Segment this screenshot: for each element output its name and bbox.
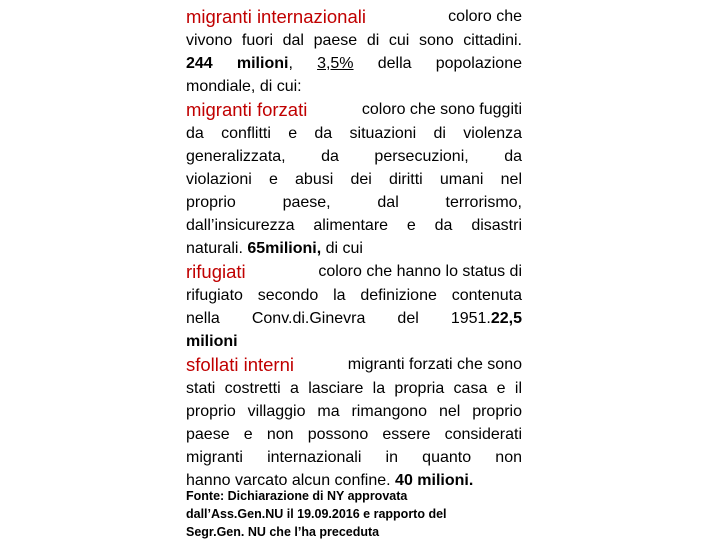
sec0-line0	[186, 6, 522, 28]
sec2-line2-text: nella Conv.di.Ginevra del 1951.	[186, 310, 491, 327]
source-line1: dall’Ass.Gen.NU il 19.09.2016 e rapporto del	[186, 507, 447, 521]
term-migranti-forzati: migranti forzati	[186, 99, 308, 120]
sec1-line6	[186, 238, 522, 260]
sec0-line2-sep: ,	[288, 55, 318, 72]
sec0-line2	[186, 53, 522, 75]
source-line2: Segr.Gen. NU che l’ha preceduta	[186, 525, 380, 539]
sec0-line1: vivono fuori dal paese di cui sono cittadini.	[186, 32, 522, 49]
stat-65-milioni: 65milioni,	[247, 240, 322, 257]
sec1-line4: proprio paese, dal terrorismo,	[186, 194, 522, 211]
stat-40-milioni: 40 milioni.	[395, 472, 474, 489]
sec2-line2	[186, 308, 522, 330]
stat-22-5: 22,5	[490, 310, 522, 327]
sec3-line1: stati costretti a lasciare la propria casa e il	[186, 380, 522, 397]
sec3-line5-text: hanno varcato alcun confine.	[186, 472, 391, 489]
sec2-line3	[186, 331, 522, 353]
sec0-line2-text: della popolazione	[353, 55, 522, 72]
sec1-line0	[186, 99, 522, 121]
stat-milioni: milioni	[186, 333, 238, 350]
sec3-line3: paese e non possono essere considerati	[186, 426, 522, 443]
sec1-line2: generalizzata, da persecuzioni, da	[186, 148, 522, 165]
sec1-line6-tail: di cui	[325, 240, 363, 257]
sec1-line0-text: coloro che sono fuggiti	[361, 101, 522, 118]
sec1-line1: da conflitti e da situazioni di violenza	[186, 125, 522, 142]
stat-percent: 3,5%	[317, 55, 354, 72]
source-line0: Fonte: Dichiarazione di NY approvata	[186, 489, 408, 503]
sec2-line1: rifugiato secondo la definizione contenuta	[186, 287, 522, 304]
sec2-line0	[186, 261, 522, 283]
sec1-line6-text: naturali.	[186, 240, 243, 257]
sec3-line4: migranti internazionali in quanto non	[186, 449, 522, 466]
sec0-line0-text: coloro che	[448, 8, 522, 25]
term-rifugiati: rifugiati	[186, 261, 246, 282]
stat-244-milioni: 244 milioni	[186, 55, 289, 72]
sec2-line0-text: coloro che hanno lo status di	[318, 263, 522, 280]
sec3-line2: proprio villaggio ma rimangono nel proprio	[186, 403, 522, 420]
sec1-line5: dall’insicurezza alimentare e da disastri	[186, 217, 522, 234]
sec3-line0	[186, 354, 522, 376]
term-migranti-internazionali: migranti internazionali	[186, 6, 366, 27]
sec0-line3: mondiale, di cui:	[186, 78, 302, 95]
term-sfollati-interni: sfollati interni	[186, 354, 294, 375]
sec1-line3: violazioni e abusi dei diritti umani nel	[186, 171, 522, 188]
sec3-line0-text: migranti forzati che sono	[347, 356, 522, 373]
